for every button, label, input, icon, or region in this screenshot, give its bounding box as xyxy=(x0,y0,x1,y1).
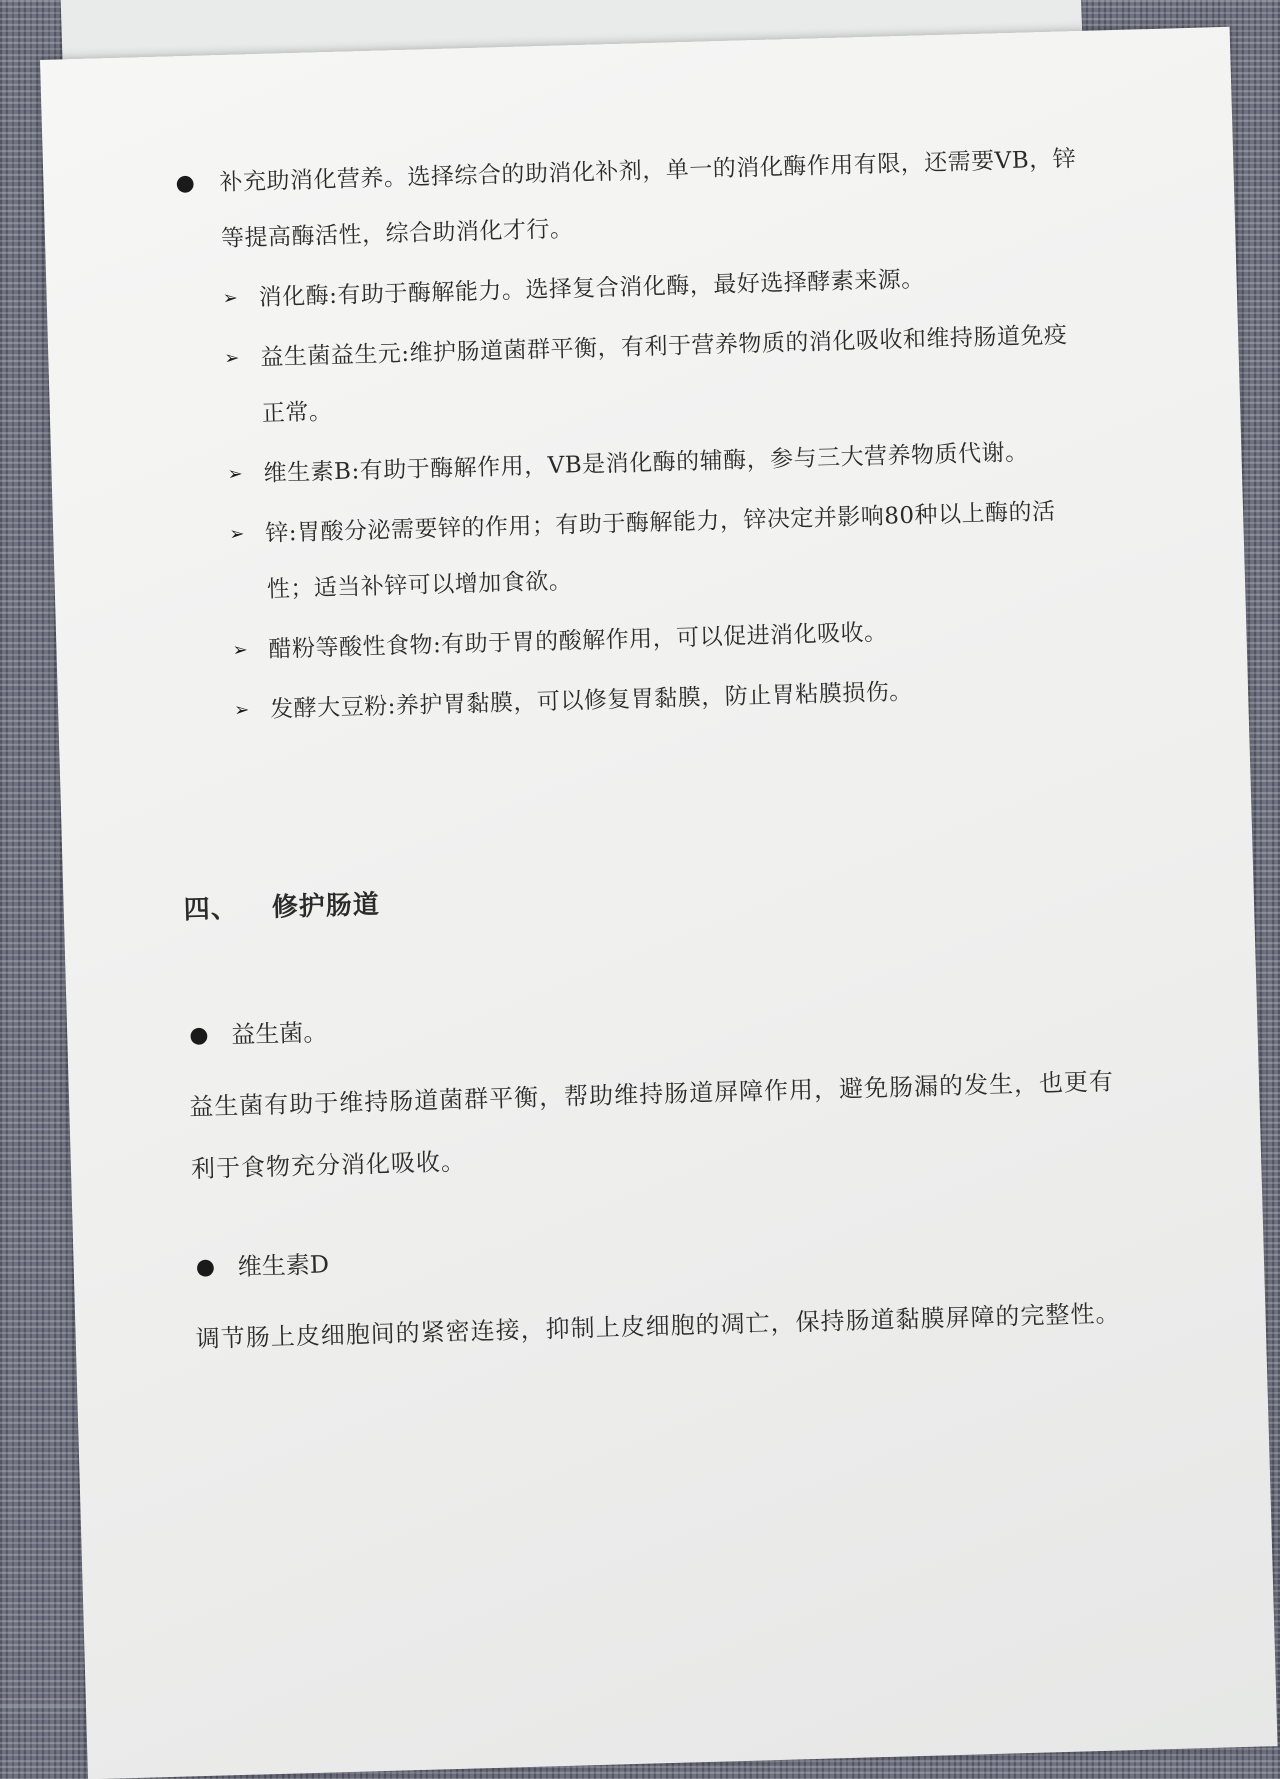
sub-item-text: 醋粉等酸性食物:有助于胃的酸解作用，可以促进消化吸收。 xyxy=(268,619,888,663)
sub-item-probiotics-prebiotics xyxy=(168,307,1091,445)
sub-item-text: 益生菌益生元:维护肠道菌群平衡，有利于营养物质的消化吸收和维持肠道免疫正常。 xyxy=(260,322,1068,427)
arrow-bullet-icon: ➢ xyxy=(233,699,251,721)
document-content xyxy=(163,131,1121,1410)
bullet-item-digestive-nutrition xyxy=(163,131,1086,269)
sub-item-zinc xyxy=(173,483,1096,621)
section-title: 修护肠道 xyxy=(271,889,381,923)
bullet-text: 补充助消化营养。选择综合的助消化补剂，单一的消化酶作用有限，还需要VB，锌等提高酶活性，综合助消化才行。 xyxy=(219,146,1077,253)
arrow-bullet-icon: ➢ xyxy=(229,523,246,545)
document-page xyxy=(40,27,1278,1779)
arrow-bullet-icon: ➢ xyxy=(222,287,239,309)
subsection-title: 益生菌。 xyxy=(230,1018,328,1050)
subsection-body-vitamin-d: 调节肠上皮细胞间的紧密连接，抑制上皮细胞的凋亡，保持肠道黏膜屏障的完整性。 xyxy=(195,1299,1121,1354)
arrow-bullet-icon: ➢ xyxy=(227,463,244,485)
subsection-heading-vitamin-d xyxy=(193,1214,1114,1296)
arrow-bullet-icon: ➢ xyxy=(224,347,241,369)
bullet-dot-icon: ● xyxy=(175,170,196,197)
subsection-body-probiotics: 益生菌有助于维持肠道菌群平衡，帮助维持肠道屏障作用，避免肠漏的发生，也更有利于食物充分消化吸收。 xyxy=(188,1067,1115,1184)
sub-item-text: 消化酶:有助于酶解能力。选择复合消化酶，最好选择酵素来源。 xyxy=(258,266,926,311)
section-number: 四、 xyxy=(183,893,239,926)
subsection-title: 维生素D xyxy=(237,1250,330,1281)
sub-item-text: 锌:胃酸分泌需要锌的作用；有助于酶解能力，锌决定并影响80种以上酶的活性；适当补锌可以增加食欲。 xyxy=(264,498,1056,603)
bullet-dot-icon: ● xyxy=(195,1254,216,1281)
subsection-heading-probiotics xyxy=(187,983,1108,1065)
sub-item-text: 维生素B:有助于酶解作用，VB是消化酶的辅酶，参与三大营养物质代谢。 xyxy=(263,439,1029,487)
bullet-dot-icon: ● xyxy=(188,1022,209,1049)
sub-item-text: 发酵大豆粉:养护胃黏膜，可以修复胃黏膜，防止胃粘膜损伤。 xyxy=(269,678,914,723)
arrow-bullet-icon: ➢ xyxy=(232,639,249,661)
section-heading xyxy=(183,865,1104,931)
